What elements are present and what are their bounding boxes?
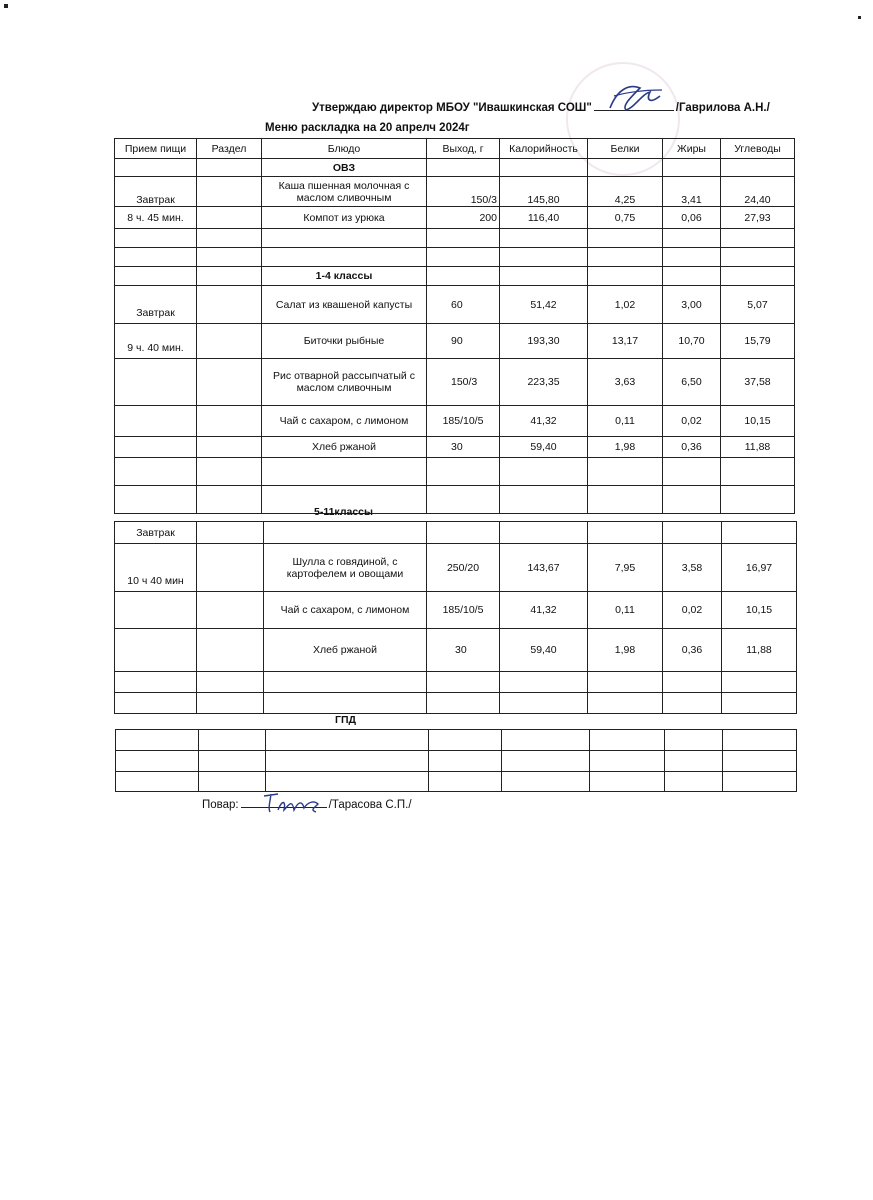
meal-cell: Завтрак	[115, 286, 197, 324]
dish-cell: Биточки рыбные	[262, 324, 427, 359]
kcal-cell: 143,67	[500, 544, 588, 592]
carbs-cell: 15,79	[721, 324, 795, 359]
dish-cell: Компот из урюка	[262, 207, 427, 229]
table-row	[115, 248, 795, 267]
col-header: Калорийность	[500, 139, 588, 159]
kcal-cell: 223,35	[500, 359, 588, 406]
col-header: Блюдо	[262, 139, 427, 159]
dish-cell: Чай с сахаром, с лимоном	[264, 592, 427, 629]
kcal-cell: 193,30	[500, 324, 588, 359]
protein-cell: 1,98	[588, 629, 663, 672]
protein-cell: 0,11	[588, 592, 663, 629]
fat-cell: 0,02	[663, 406, 721, 437]
approval-line	[312, 100, 770, 114]
carbs-cell: 11,88	[722, 629, 797, 672]
yield-cell: 200	[427, 207, 500, 229]
dish-cell: Хлеб ржаной	[264, 629, 427, 672]
kcal-cell: 116,40	[500, 207, 588, 229]
col-header: Жиры	[663, 139, 721, 159]
yield-cell: 185/10/5	[427, 406, 500, 437]
menu-table-gpd	[115, 729, 797, 792]
section-row-1-4	[115, 267, 795, 286]
table-row	[115, 672, 797, 693]
protein-cell: 4,25	[588, 177, 663, 207]
fat-cell: 3,58	[663, 544, 722, 592]
col-header: Раздел	[197, 139, 262, 159]
fat-cell: 0,36	[663, 437, 721, 458]
yield-cell: 185/10/5	[427, 592, 500, 629]
carbs-cell: 11,88	[721, 437, 795, 458]
fat-cell: 6,50	[663, 359, 721, 406]
table-row	[115, 359, 795, 406]
carbs-cell: 27,93	[721, 207, 795, 229]
section-label-gpd: ГПД	[335, 714, 356, 726]
protein-cell: 3,63	[588, 359, 663, 406]
table-row	[115, 592, 797, 629]
scan-mark	[858, 16, 861, 19]
kcal-cell: 41,32	[500, 592, 588, 629]
kcal-cell: 145,80	[500, 177, 588, 207]
kcal-cell: 59,40	[500, 629, 588, 672]
kcal-cell: 59,40	[500, 437, 588, 458]
protein-cell: 0,11	[588, 406, 663, 437]
table-row	[115, 406, 795, 437]
section-label-1-4: 1-4 классы	[262, 267, 427, 286]
col-header: Углеводы	[721, 139, 795, 159]
col-header: Прием пищи	[115, 139, 197, 159]
table-row	[115, 693, 797, 714]
protein-cell: 0,75	[588, 207, 663, 229]
cook-label: Повар:	[202, 799, 239, 811]
fat-cell: 0,06	[663, 207, 721, 229]
yield-cell: 150/3	[427, 359, 500, 406]
menu-table-5-11	[114, 521, 797, 714]
protein-cell: 1,02	[588, 286, 663, 324]
menu-title: Меню раскладка на 20 апрелч 2024г	[265, 122, 470, 134]
table-row	[116, 772, 797, 792]
table-row	[115, 544, 797, 592]
section-label-ovz: ОВЗ	[262, 159, 427, 177]
meal-cell: Завтрак	[115, 177, 197, 207]
table-row	[116, 751, 797, 772]
protein-cell: 7,95	[588, 544, 663, 592]
fat-cell: 0,02	[663, 592, 722, 629]
fat-cell: 10,70	[663, 324, 721, 359]
time-cell: 9 ч. 40 мин.	[115, 324, 197, 359]
yield-cell: 30	[427, 629, 500, 672]
kcal-cell: 41,32	[500, 406, 588, 437]
yield-cell: 30	[427, 437, 500, 458]
fat-cell: 0,36	[663, 629, 722, 672]
time-cell: 10 ч 40 мин	[115, 544, 197, 592]
carbs-cell: 10,15	[722, 592, 797, 629]
carbs-cell: 16,97	[722, 544, 797, 592]
carbs-cell: 10,15	[721, 406, 795, 437]
table-header-row	[115, 139, 795, 159]
cook-signature	[258, 788, 328, 818]
fat-cell: 3,00	[663, 286, 721, 324]
table-row	[115, 324, 795, 359]
table-row	[115, 629, 797, 672]
dish-cell: Рис отварной рассыпчатый с маслом сливочным	[262, 359, 427, 406]
approval-prefix: Утверждаю директор МБОУ "Ивашкинская СОШ"	[312, 102, 592, 114]
director-name: /Гаврилова А.Н./	[675, 102, 770, 114]
carbs-cell: 24,40	[721, 177, 795, 207]
table-row	[115, 207, 795, 229]
table-row	[115, 458, 795, 486]
meal-cell: Завтрак	[115, 522, 197, 544]
dish-cell: Чай с сахаром, с лимоном	[262, 406, 427, 437]
table-row	[115, 286, 795, 324]
dish-cell: Каша пшенная молочная с маслом сливочным	[262, 177, 427, 207]
table-row	[115, 229, 795, 248]
scan-mark	[4, 4, 8, 8]
yield-cell: 250/20	[427, 544, 500, 592]
dish-cell: Шулла с говядиной, с картофелем и овощами	[264, 544, 427, 592]
table-row	[115, 177, 795, 207]
director-signature	[600, 78, 670, 118]
dish-cell: Хлеб ржаной	[262, 437, 427, 458]
dish-cell: Салат из квашеной капусты	[262, 286, 427, 324]
carbs-cell: 5,07	[721, 286, 795, 324]
time-cell: 8 ч. 45 мин.	[115, 207, 197, 229]
kcal-cell: 51,42	[500, 286, 588, 324]
yield-cell: 150/3	[427, 177, 500, 207]
table-row	[115, 437, 795, 458]
yield-cell: 60	[427, 286, 500, 324]
col-header: Белки	[588, 139, 663, 159]
protein-cell: 13,17	[588, 324, 663, 359]
table-row	[116, 730, 797, 751]
table-row	[115, 486, 795, 514]
section-label-5-11: 5-11классы	[314, 506, 373, 518]
col-header: Выход, г	[427, 139, 500, 159]
yield-cell: 90	[427, 324, 500, 359]
cook-name: /Тарасова С.П./	[328, 799, 412, 811]
table-row	[115, 522, 797, 544]
carbs-cell: 37,58	[721, 359, 795, 406]
protein-cell: 1,98	[588, 437, 663, 458]
section-row-ovz	[115, 159, 795, 177]
fat-cell: 3,41	[663, 177, 721, 207]
menu-table-main	[114, 138, 795, 514]
